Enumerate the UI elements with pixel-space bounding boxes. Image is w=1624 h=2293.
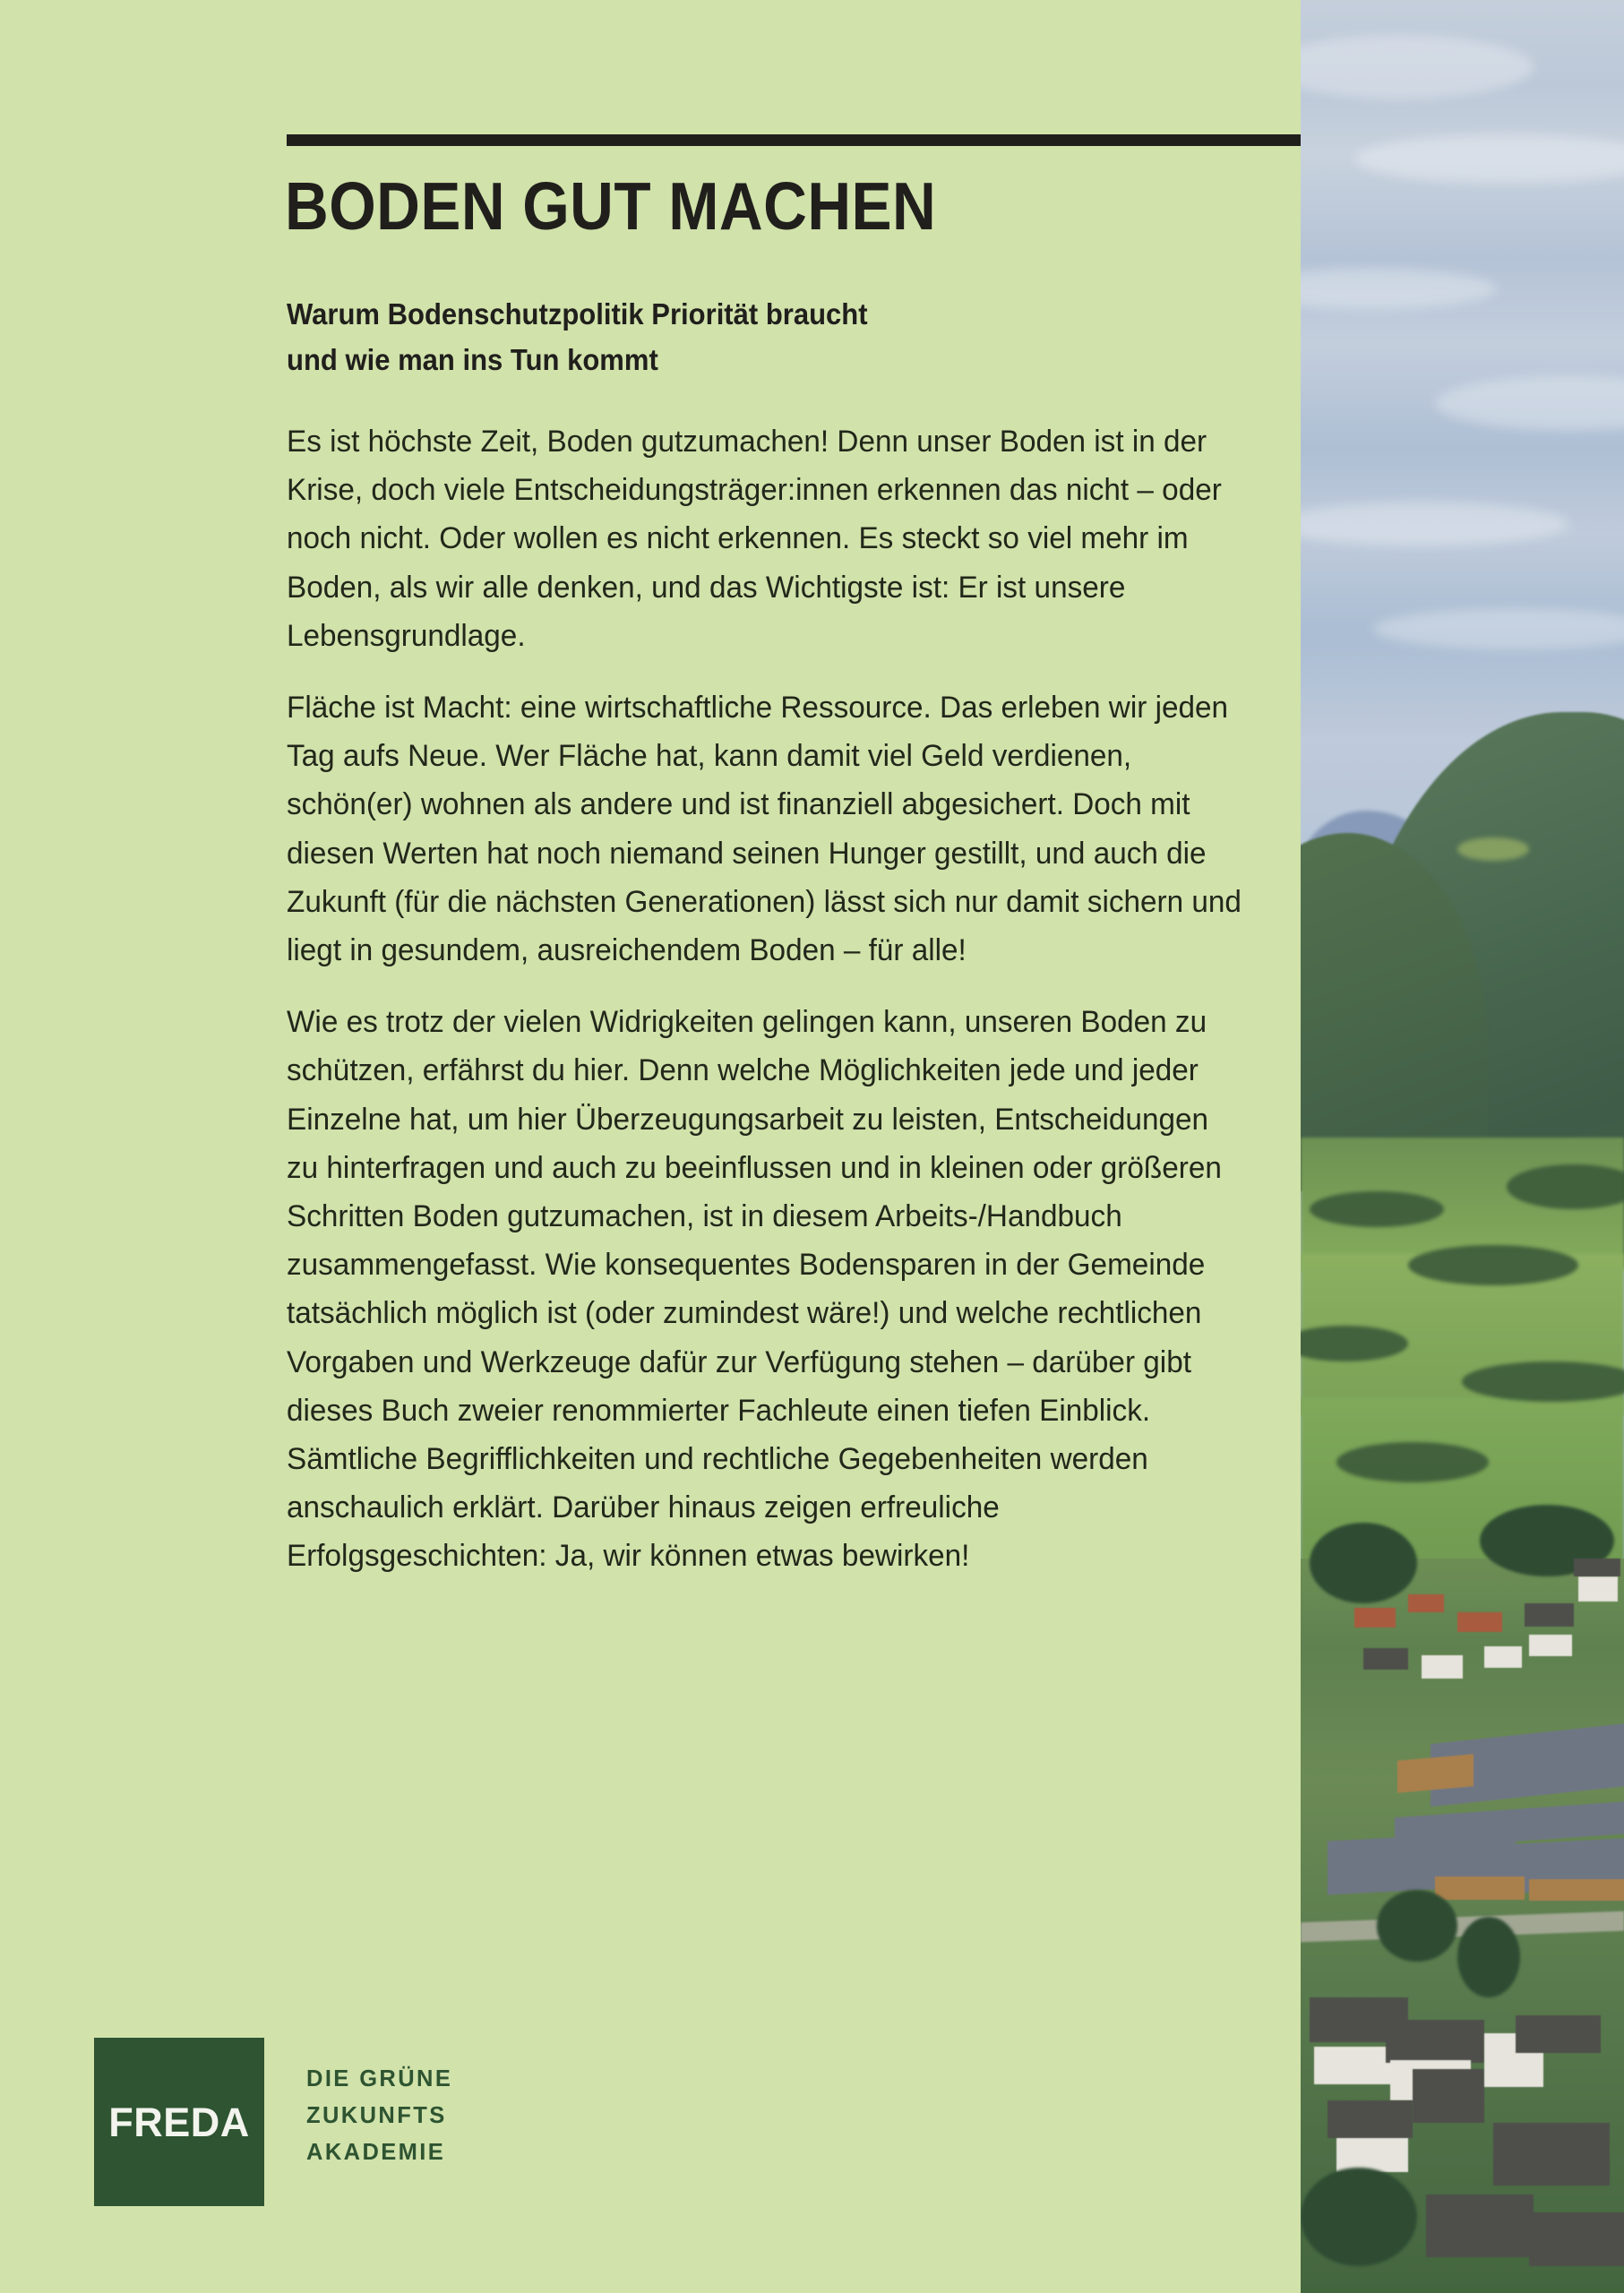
tagline-line-1: DIE GRÜNE xyxy=(306,2066,453,2091)
page-subtitle xyxy=(287,291,1179,382)
wooden-facade xyxy=(1435,1876,1525,1900)
tree-group xyxy=(1408,1245,1578,1285)
subtitle-line-1: Warum Bodenschutzpolitik Priorität braucht xyxy=(287,297,868,331)
house-wall xyxy=(1422,1655,1463,1679)
freda-logo-lockup xyxy=(94,2038,452,2206)
house-roof xyxy=(1408,1594,1444,1612)
freda-tagline xyxy=(306,2061,452,2171)
house-roof xyxy=(1516,2015,1601,2053)
house-roof xyxy=(1413,2069,1484,2123)
title-rule xyxy=(287,134,1301,146)
house-roof xyxy=(1529,2212,1624,2266)
freda-logo-box xyxy=(94,2038,264,2206)
tree-group xyxy=(1377,1890,1457,1962)
house-roof xyxy=(1525,1603,1574,1627)
house-wall xyxy=(1578,1576,1618,1602)
blurb-paragraph: Fläche ist Macht: eine wirtschaftliche Ressource. Das erleben wir jeden Tag aufs Neue. Wer Fläche hat, kann damit viel Geld verdienen, schön(er) wohnen als andere und ist finanziell abgesichert. Doch mit diesen Werten hat noch niemand seinen Hunger gestillt, und auch die Zukunft (für die nächsten Generationen) lässt sich nur damit sichern und liegt in gesundem, ausreichendem Boden – für alle! xyxy=(287,691,1242,968)
tagline-line-2: ZUKUNFTS xyxy=(306,2103,447,2128)
house-roof xyxy=(1328,2100,1413,2138)
blurb-text xyxy=(287,417,1246,1581)
subtitle-line-2: und wie man ins Tun kommt xyxy=(287,343,658,376)
hill-clearing xyxy=(1457,837,1529,861)
house-roof xyxy=(1574,1559,1620,1576)
blurb-paragraph: Es ist höchste Zeit, Boden gutzumachen! Denn unser Boden ist in der Krise, doch viele Entscheidungsträger:innen erkennen das nicht – oder noch nicht. Oder wollen es nicht erkennen. Es steckt so viel mehr im Boden, als wir alle denken, und das Wichtigste ist: Er ist unsere Lebensgrundlage. xyxy=(287,425,1222,653)
wooden-facade xyxy=(1529,1879,1624,1901)
house-roof xyxy=(1363,1648,1408,1670)
house-roof xyxy=(1386,2020,1484,2063)
house-roof xyxy=(1426,2194,1534,2257)
tree-group xyxy=(1310,1523,1417,1603)
house-wall xyxy=(1529,1635,1572,1656)
wooden-barn-wall xyxy=(1397,1754,1474,1792)
house-wall xyxy=(1484,1646,1522,1668)
tree-group xyxy=(1457,1917,1520,1997)
house-roof xyxy=(1354,1608,1396,1627)
blurb-paragraph: Wie es trotz der vielen Widrigkeiten gelingen kann, unseren Boden zu schützen, erfährst du hier. Denn welche Möglichkeiten jede und jeder Einzelne hat, um hier Überzeugungsarbeit zu leisten, Entscheidungen zu hinterfragen und auch zu beeinflussen und in kleinen oder größeren Schritten Boden gutzumachen, ist in diesem Arbeits-/Handbuch zusammengefasst. Wie konsequentes Bodensparen in der Gemeinde tatsächlich möglich ist (oder zumindest wäre!) und welche rechtlichen Vorgaben und Werkzeuge dafür zur Verfügung stehen – darüber gibt dieses Buch zweier renommierter Fachleute einen tiefen Einblick. Sämtliche Begrifflichkeiten und rechtliche Gegebenheiten werden anschaulich erklärt. Darüber hinaus zeigen erfreuliche Erfolgsgeschichten: Ja, wir können etwas bewirken! xyxy=(287,1005,1222,1574)
page-title: BODEN GUT MACHEN xyxy=(285,168,937,244)
tagline-line-3: AKADEMIE xyxy=(306,2140,446,2165)
freda-wordmark: FREDA xyxy=(108,2099,250,2145)
tree-group xyxy=(1301,2168,1417,2266)
tree-group xyxy=(1336,1442,1489,1482)
house-roof xyxy=(1457,1612,1502,1632)
tree-group xyxy=(1310,1191,1444,1227)
landscape-village-photo xyxy=(1301,0,1624,2293)
house-roof xyxy=(1493,2123,1610,2186)
